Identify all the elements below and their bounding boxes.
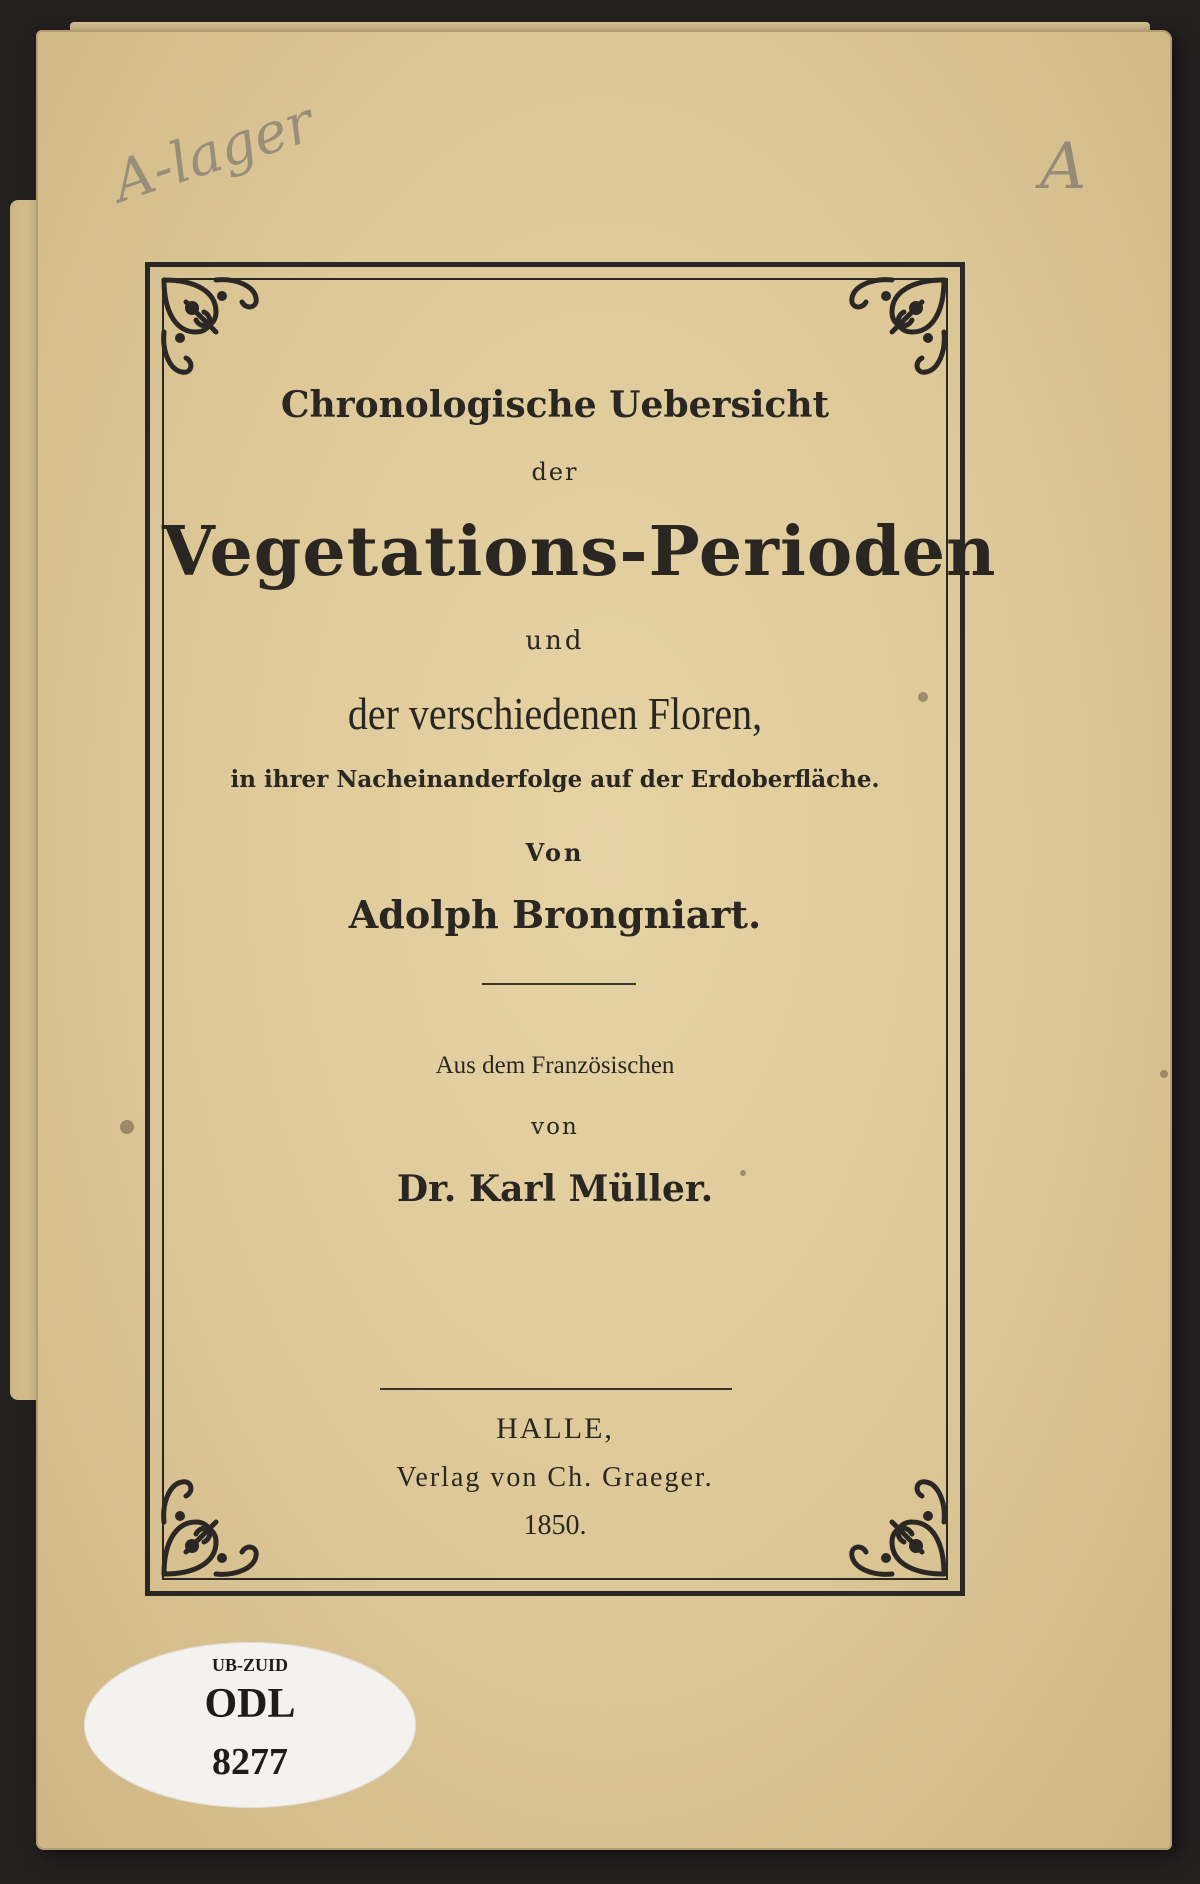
title-line-der: der <box>531 458 579 486</box>
library-label-institution: UB-ZUID <box>211 1655 288 1675</box>
paper-stain <box>740 1170 746 1176</box>
by-label-translator: von <box>531 1114 579 1140</box>
pencil-note-top-right: A <box>1040 130 1087 204</box>
library-label-number: 8277 <box>212 1741 288 1783</box>
main-title: Vegetations-Perioden <box>162 512 997 592</box>
translation-note: Aus dem Französischen <box>435 1052 675 1079</box>
divider-long <box>380 1388 732 1390</box>
by-label: Von <box>525 838 585 867</box>
title-line-chronologische: Chronologische Uebersicht <box>280 384 830 426</box>
corner-ornament-icon <box>842 272 952 382</box>
publisher: Verlag von Ch. Graeger. <box>396 1462 714 1493</box>
publication-year: 1850. <box>523 1510 587 1541</box>
paper-stain <box>918 692 928 702</box>
title-line-und: und <box>525 626 585 656</box>
subtitle: in ihrer Nacheinanderfolge auf der Erdoberfläche. <box>230 766 880 793</box>
translator-name: Dr. Karl Müller. <box>396 1168 714 1210</box>
publication-city: HALLE, <box>496 1412 614 1445</box>
paper-stain <box>1160 1070 1168 1078</box>
paper-stain <box>120 1120 134 1134</box>
corner-ornament-icon <box>156 272 266 382</box>
title-line-floren: der verschiedenen Floren, <box>347 687 763 740</box>
divider-short <box>482 983 636 985</box>
pencil-note-top-left: A-lager <box>105 89 322 216</box>
author-name: Adolph Brongniart. <box>348 892 762 937</box>
library-label-collection: ODL <box>204 1681 296 1727</box>
